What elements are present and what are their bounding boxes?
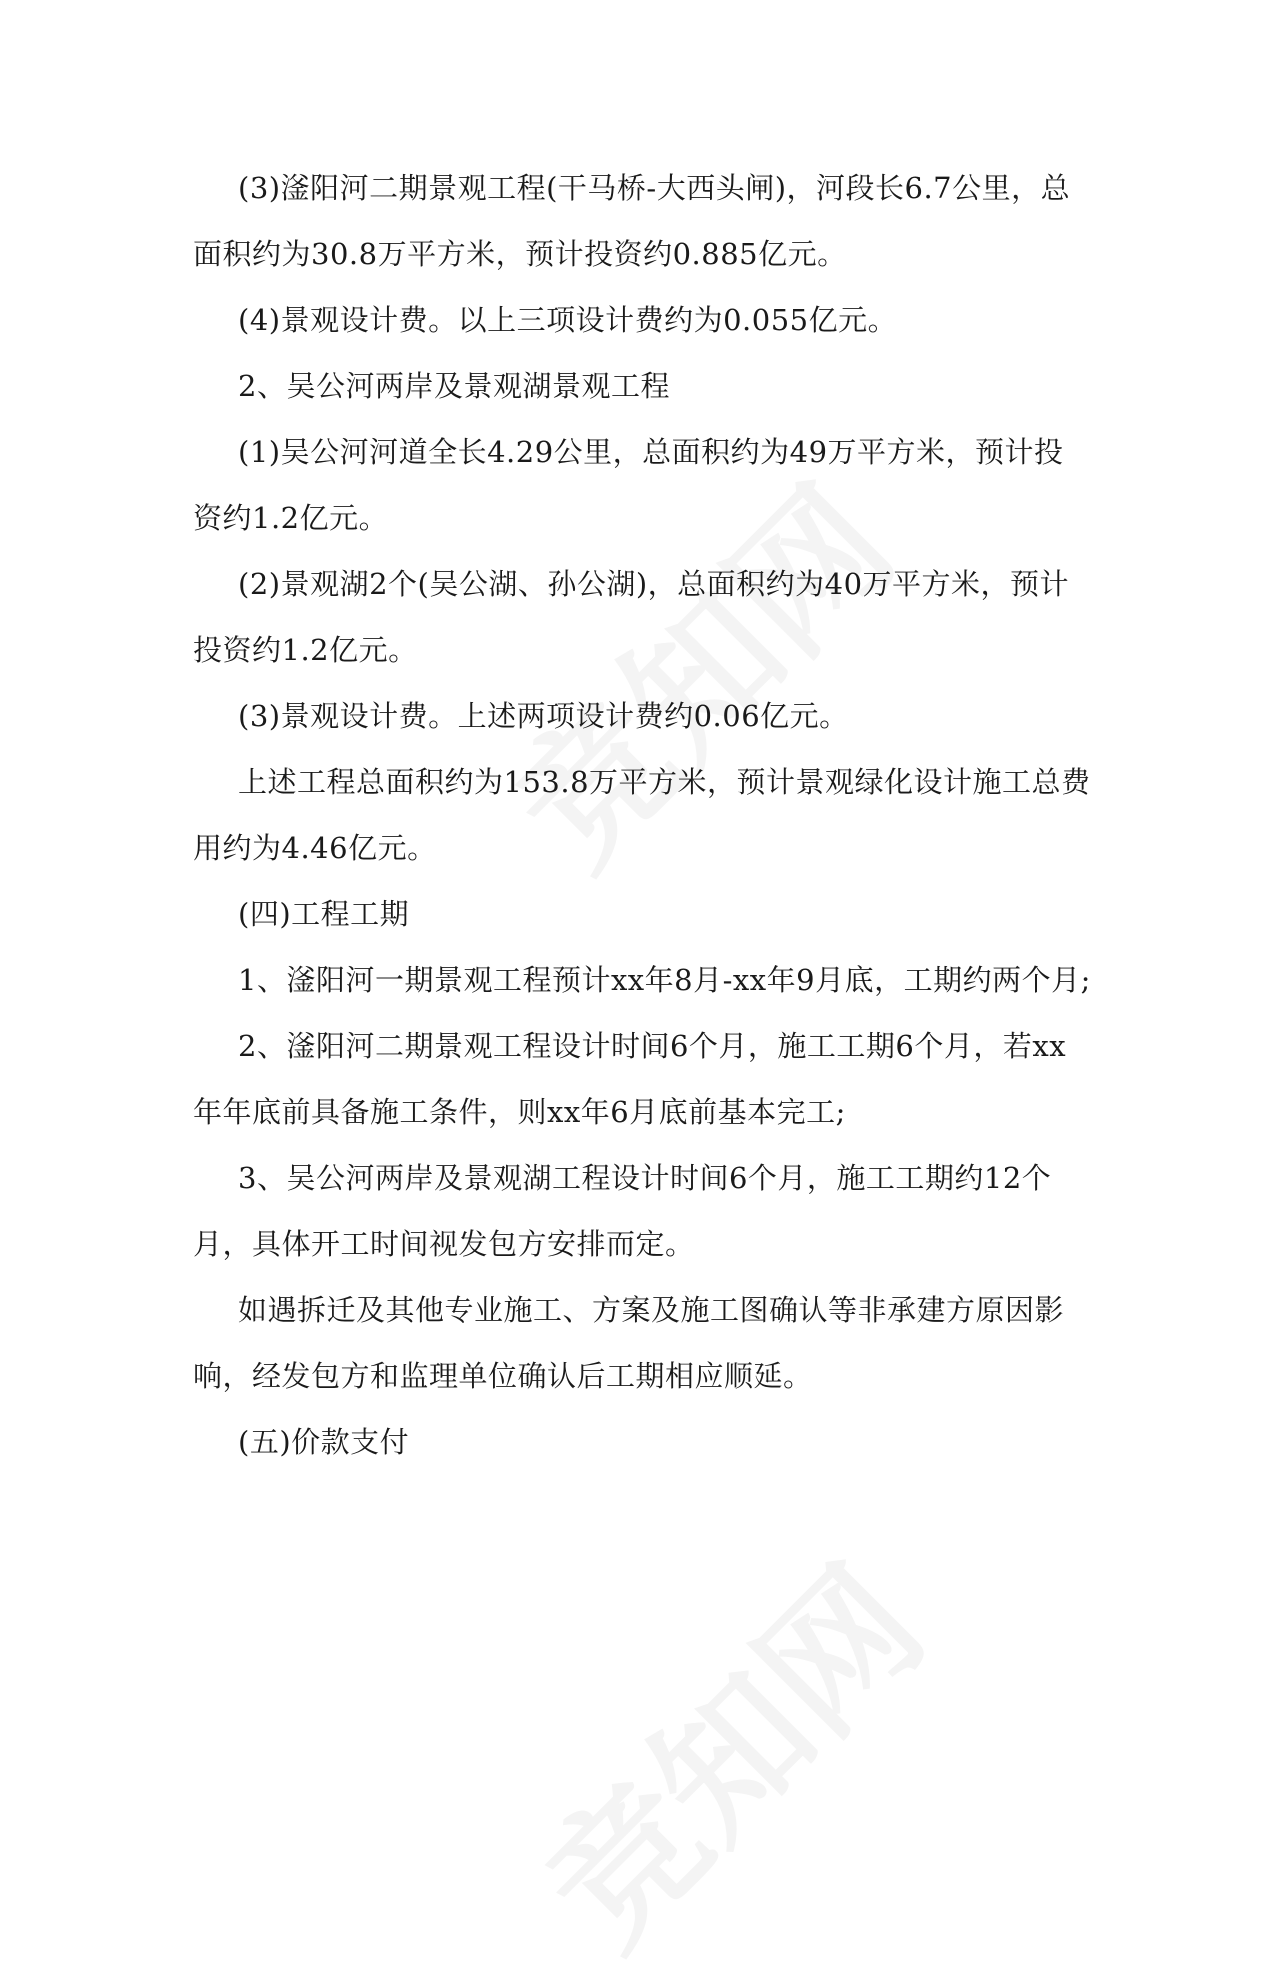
paragraph-total-summary: 上述工程总面积约为153.8万平方米，预计景观绿化设计施工总费用约为4.46亿元。: [193, 765, 1091, 865]
paragraph-schedule-2: 2、滏阳河二期景观工程设计时间6个月，施工工期6个月，若xx年年底前具备施工条件，则xx年6月底前基本完工;: [193, 1029, 1067, 1129]
paragraph-landscape-lakes: (2)景观湖2个(吴公湖、孙公湖)，总面积约为40万平方米，预计投资约1.2亿元。: [193, 567, 1070, 667]
paragraph-schedule-1: 1、滏阳河一期景观工程预计xx年8月-xx年9月底，工期约两个月;: [238, 963, 1091, 997]
section-heading-payment: (五)价款支付: [238, 1425, 410, 1459]
paragraph-delay-clause: 如遇拆迁及其他专业施工、方案及施工图确认等非承建方原因影响，经发包方和监理单位确认后工期相应顺延。: [193, 1293, 1065, 1393]
watermark: [490, 1513, 961, 1983]
section-heading-wugong-river: 2、吴公河两岸及景观湖景观工程: [238, 369, 670, 403]
document-body: [193, 155, 1093, 1475]
section-heading-schedule: (四)工程工期: [238, 897, 410, 931]
paragraph-design-fee-3: (3)景观设计费。上述两项设计费约0.06亿元。: [238, 699, 849, 733]
paragraph-project-3-phase2: (3)滏阳河二期景观工程(干马桥-大西头闸)，河段长6.7公里，总面积约为30.8万平方米，预计投资约0.885亿元。: [193, 171, 1071, 271]
paragraph-schedule-3: 3、吴公河两岸及景观湖工程设计时间6个月，施工工期约12个月，具体开工时间视发包方安排而定。: [193, 1161, 1052, 1261]
paragraph-wugong-river-channel: (1)吴公河河道全长4.29公里，总面积约为49万平方米，预计投资约1.2亿元。: [193, 435, 1064, 535]
paragraph-design-fee-4: (4)景观设计费。以上三项设计费约为0.055亿元。: [238, 303, 898, 337]
